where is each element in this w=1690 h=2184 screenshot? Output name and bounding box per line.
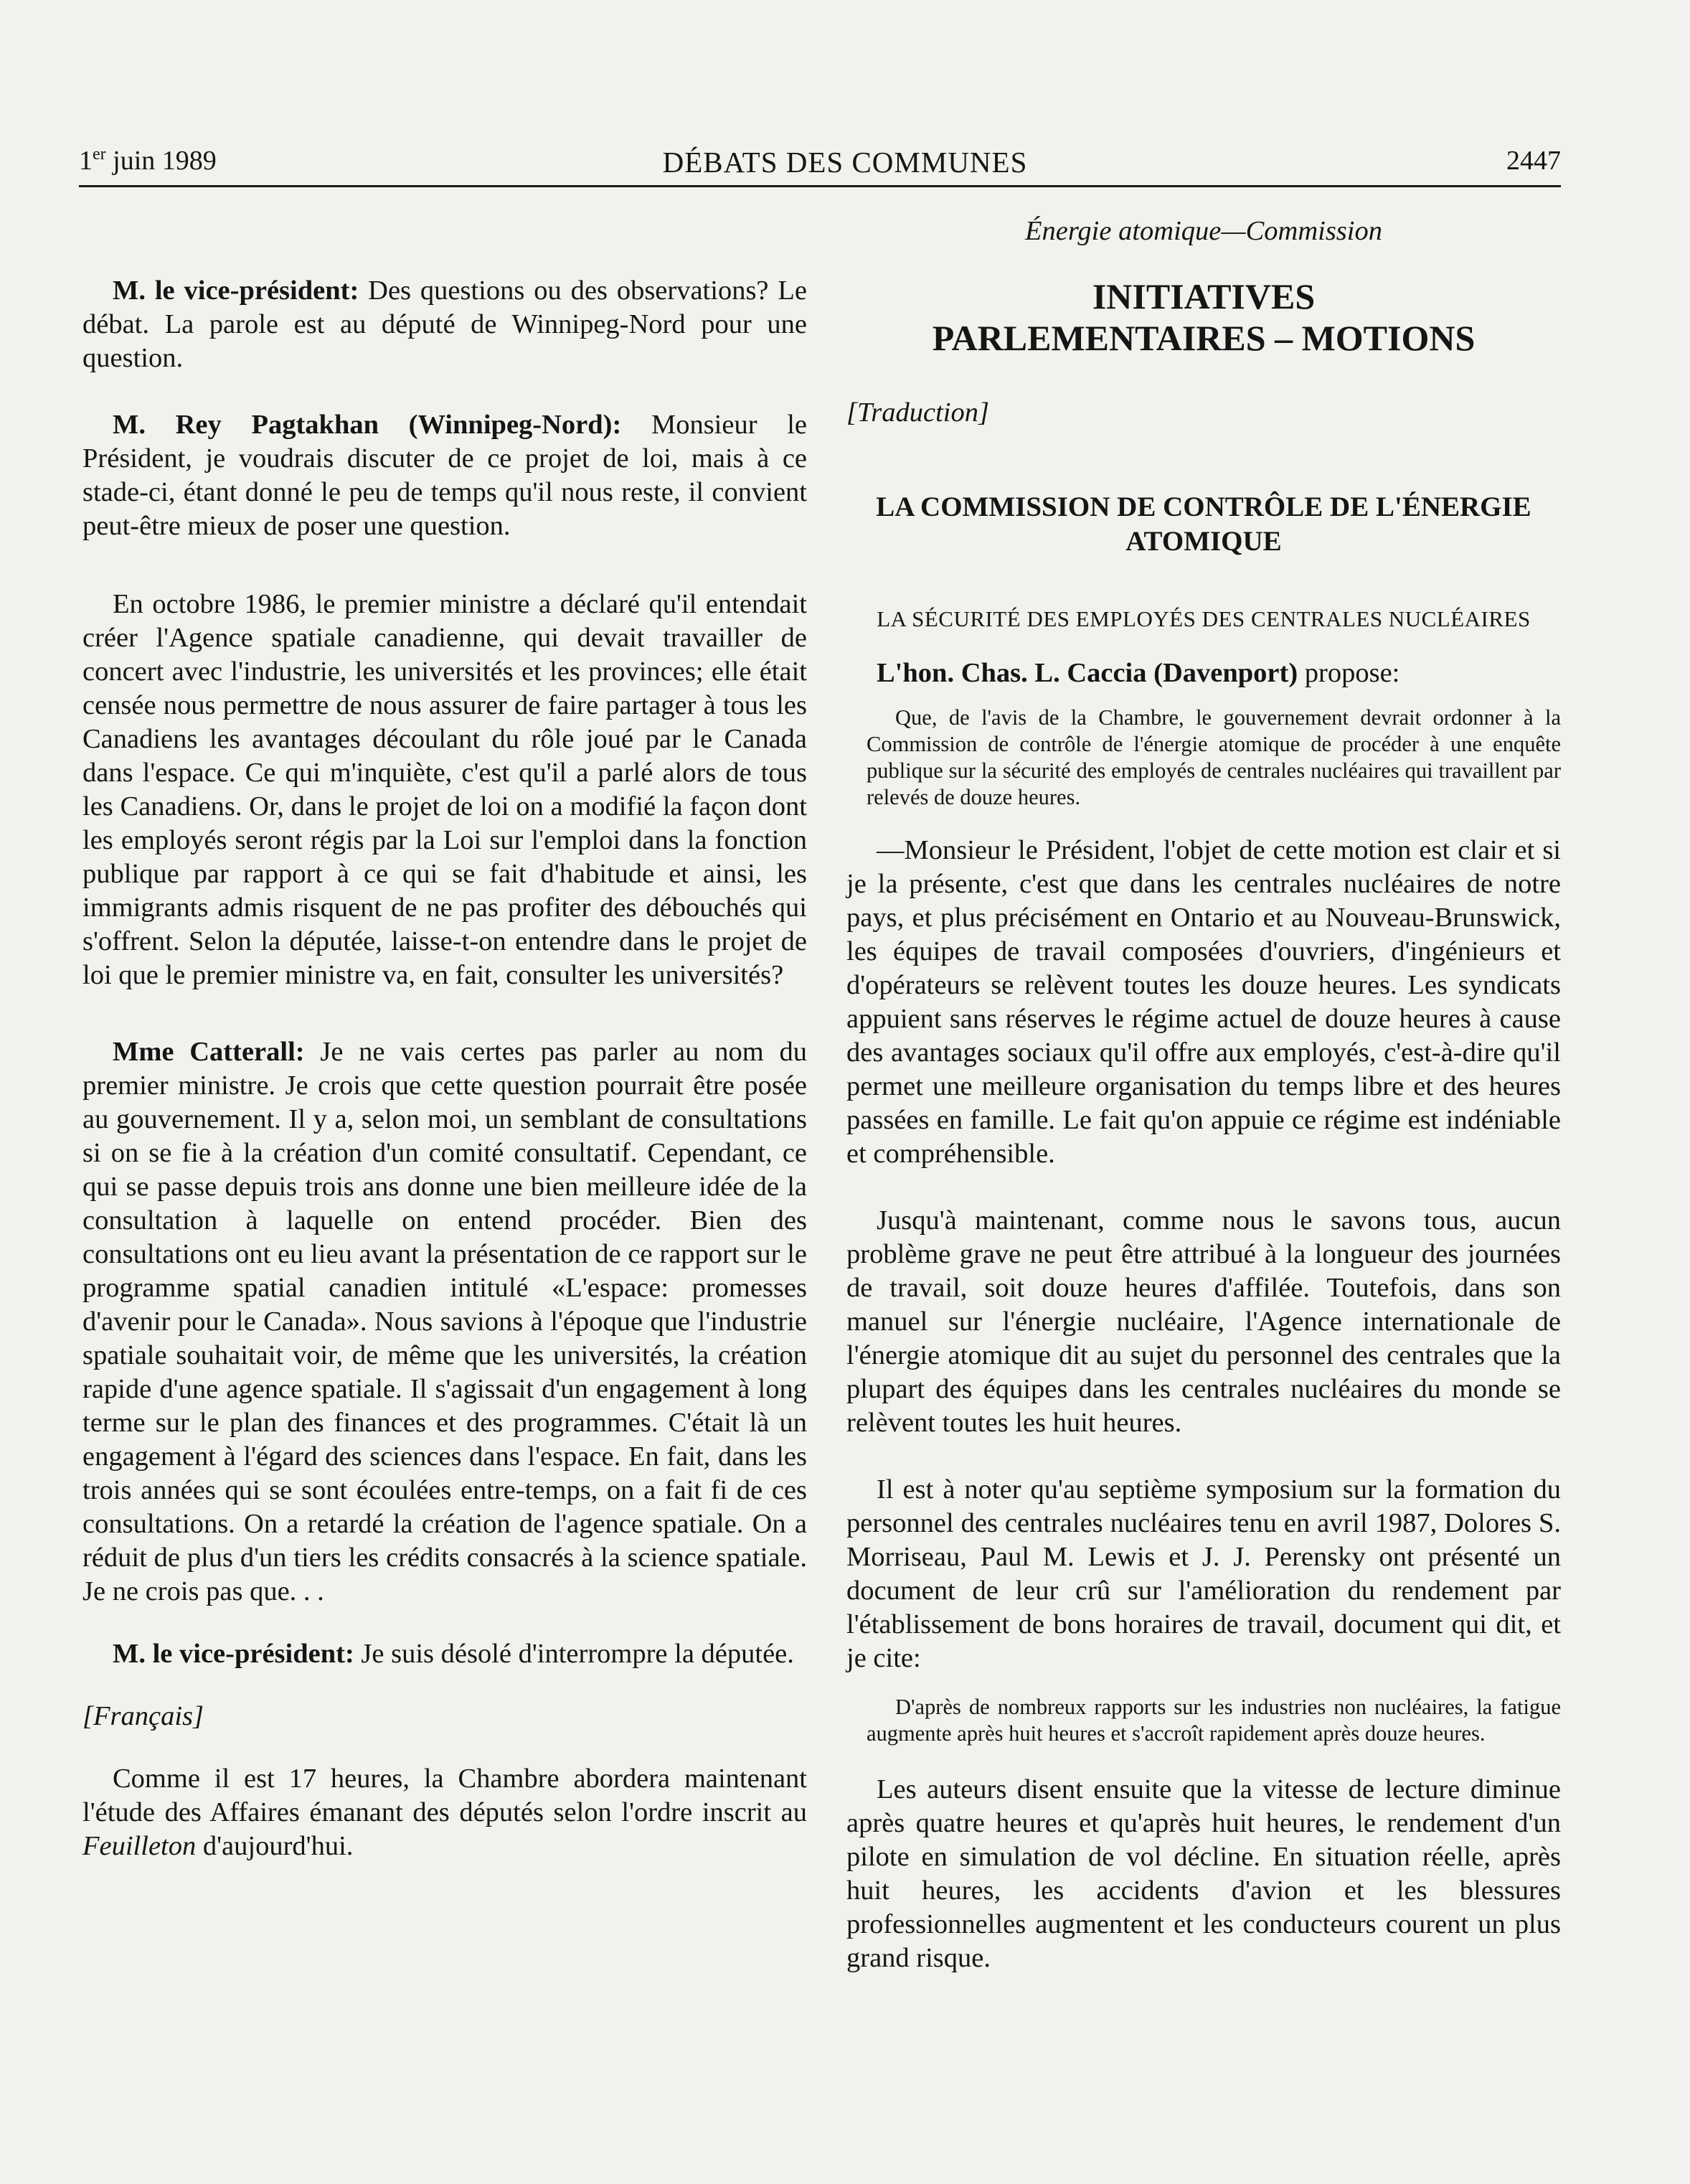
- header-title: DÉBATS DES COMMUNES: [662, 146, 1028, 179]
- paragraph-caccia-3: Il est à noter qu'au septième symposium sur la formation du personnel des centrales nucléaires tenu en avril 1987, Dolores S. Morriseau, Paul M. Lewis et J. J. Perensky ont présenté un document de leur crû sur l'amélioration du rendement par l'établissement de bons horaires de travail, document qui dit, et je cite:: [846, 1474, 1561, 1673]
- motion-text: Que, de l'avis de la Chambre, le gouvernement devrait ordonner à la Commission de contrôle de l'énergie atomique de procéder à une enquête publique sur la sécurité des employés de centrales nucléaires qui travaillent par relevés de douze heures.: [867, 705, 1561, 809]
- translation-marker: [Traduction]: [846, 397, 989, 428]
- language-marker-francais: [Français]: [82, 1701, 204, 1731]
- motion-title: LA COMMISSION DE CONTRÔLE DE L'ÉNERGIE ATOMIQUE: [876, 491, 1531, 557]
- right-column: [846, 215, 1561, 1975]
- paragraph-vice-president-2: M. le vice-président: Je suis désolé d'interrompre la députée.: [113, 1639, 794, 1669]
- running-head: Énergie atomique—Commission: [1025, 216, 1382, 246]
- paragraph-adjournment: Comme il est 17 heures, la Chambre abordera maintenant l'étude des Affaires émanant des députés selon l'ordre inscrit au Feuilleton d'aujourd'hui.: [82, 1764, 807, 1861]
- paragraph-catterall: Mme Catterall: Je ne vais certes pas parler au nom du premier ministre. Je crois que cette question pourrait être posée au gouvernement. Il y a, selon moi, un semblant de consultations si on se fie à la création d'un comité consultatif. Cependant, ce qui se passe depuis trois ans donne une bien meilleure idée de la consultation à laquelle on entend procéder. Bien des consultations ont eu lieu avant la présentation de ce rapport sur le programme spatial canadien intitulé «L'espace: promesses d'avenir pour le Canada». Nous savions à l'époque que l'industrie spatiale souhaitait voir, de même que les universités, la création rapide d'une agence spatiale. Il s'agissait d'un engagement à long terme sur le plan des finances et des programmes. C'était là un engagement à l'égard des sciences dans l'espace. En fait, dans les trois années qui se sont écoulées entre-temps, on a fait fi de ces consultations. On a retardé la création de l'agence spatiale. On a réduit de plus d'un tiers les crédits consacrés à la science spatiale. Je ne crois pas que. . .: [82, 1037, 807, 1606]
- paragraph-vice-president-1: M. le vice-président: Des questions ou des observations? Le débat. La parole est au député de Winnipeg-Nord pour une question.: [82, 276, 807, 373]
- motion-mover: L'hon. Chas. L. Caccia (Davenport) propose:: [877, 658, 1400, 688]
- paragraph-caccia-4: Les auteurs disent ensuite que la vitesse de lecture diminue après quatre heures et qu'après huit heures, le rendement d'un pilote en simulation de vol décline. En situation réelle, après huit heures, les accidents d'avion et les blessures professionnelles augmentent et les conducteurs courent un plus grand risque.: [846, 1774, 1561, 1973]
- section-heading: [846, 276, 1561, 359]
- header-rule: [79, 185, 1561, 187]
- paragraph-pagtakhan-question: En octobre 1986, le premier ministre a déclaré qu'il entendait créer l'Agence spatiale canadienne, qui devait travailler de concert avec l'industrie, les universités et les provinces; elle était censée nous permettre de nous assurer de faire partager à tous les Canadiens les avantages découlant du rôle joué par le Canada dans l'espace. Ce qui m'inquiète, c'est qu'il a parlé alors de tous les Canadiens. Or, dans le projet de loi on a modifié la façon dont les employés seront régis par la Loi sur l'emploi dans la fonction publique par rapport à ce qui se fait d'habitude et ainsi, les immigrants admis risquent de ne pas profiter des débouchés qui s'offrent. Selon la députée, laisse-t-on entendre dans le projet de loi que le premier ministre va, en fait, consulter les universités?: [82, 589, 807, 990]
- section-heading-line-1: INITIATIVES: [1092, 276, 1316, 316]
- paragraph-pagtakhan: M. Rey Pagtakhan (Winnipeg-Nord): Monsieur le Président, je voudrais discuter de ce projet de loi, mais à ce stade-ci, étant donné le peu de temps qu'il nous reste, il convient peut-être mieux de poser une question.: [82, 410, 807, 541]
- motion-subtitle: LA SÉCURITÉ DES EMPLOYÉS DES CENTRALES NUCLÉAIRES: [877, 606, 1531, 631]
- paragraph-caccia-2: Jusqu'à maintenant, comme nous le savons tous, aucun problème grave ne peut être attribué à la longueur des journées de travail, soit douze heures d'affilée. Toutefois, dans son manuel sur l'énergie nucléaire, l'Agence internationale de l'énergie atomique dit au sujet du personnel des centrales que la plupart des équipes dans les centrales nucléaires du monde se relèvent toutes les huit heures.: [846, 1205, 1561, 1438]
- header-date: 1er juin 1989: [79, 145, 217, 176]
- citation-quote: D'après de nombreux rapports sur les industries non nucléaires, la fatigue augmente après huit heures et s'accroît rapidement après douze heures.: [867, 1695, 1561, 1746]
- paragraph-caccia-1: —Monsieur le Président, l'objet de cette motion est clair et si je la présente, c'est que dans les centrales nucléaires de notre pays, et plus précisément en Ontario et au Nouveau-Brunswick, les équipes de travail composées d'ouvriers, d'ingénieurs et d'opérateurs se relèvent toutes les douze heures. Les syndicats appuient sans réserves le régime actuel de douze heures à cause des avantages sociaux qu'il offre aux employés, c'est-à-dire qu'il permet une meilleure organisation du temps libre et des heures passées en famille. Le fait qu'on appuie ce régime est indéniable et compréhensible.: [846, 835, 1561, 1169]
- section-heading-line-2: PARLEMENTAIRES – MOTIONS: [932, 318, 1476, 358]
- left-column: [82, 215, 807, 1863]
- page-number: 2447: [1506, 146, 1561, 176]
